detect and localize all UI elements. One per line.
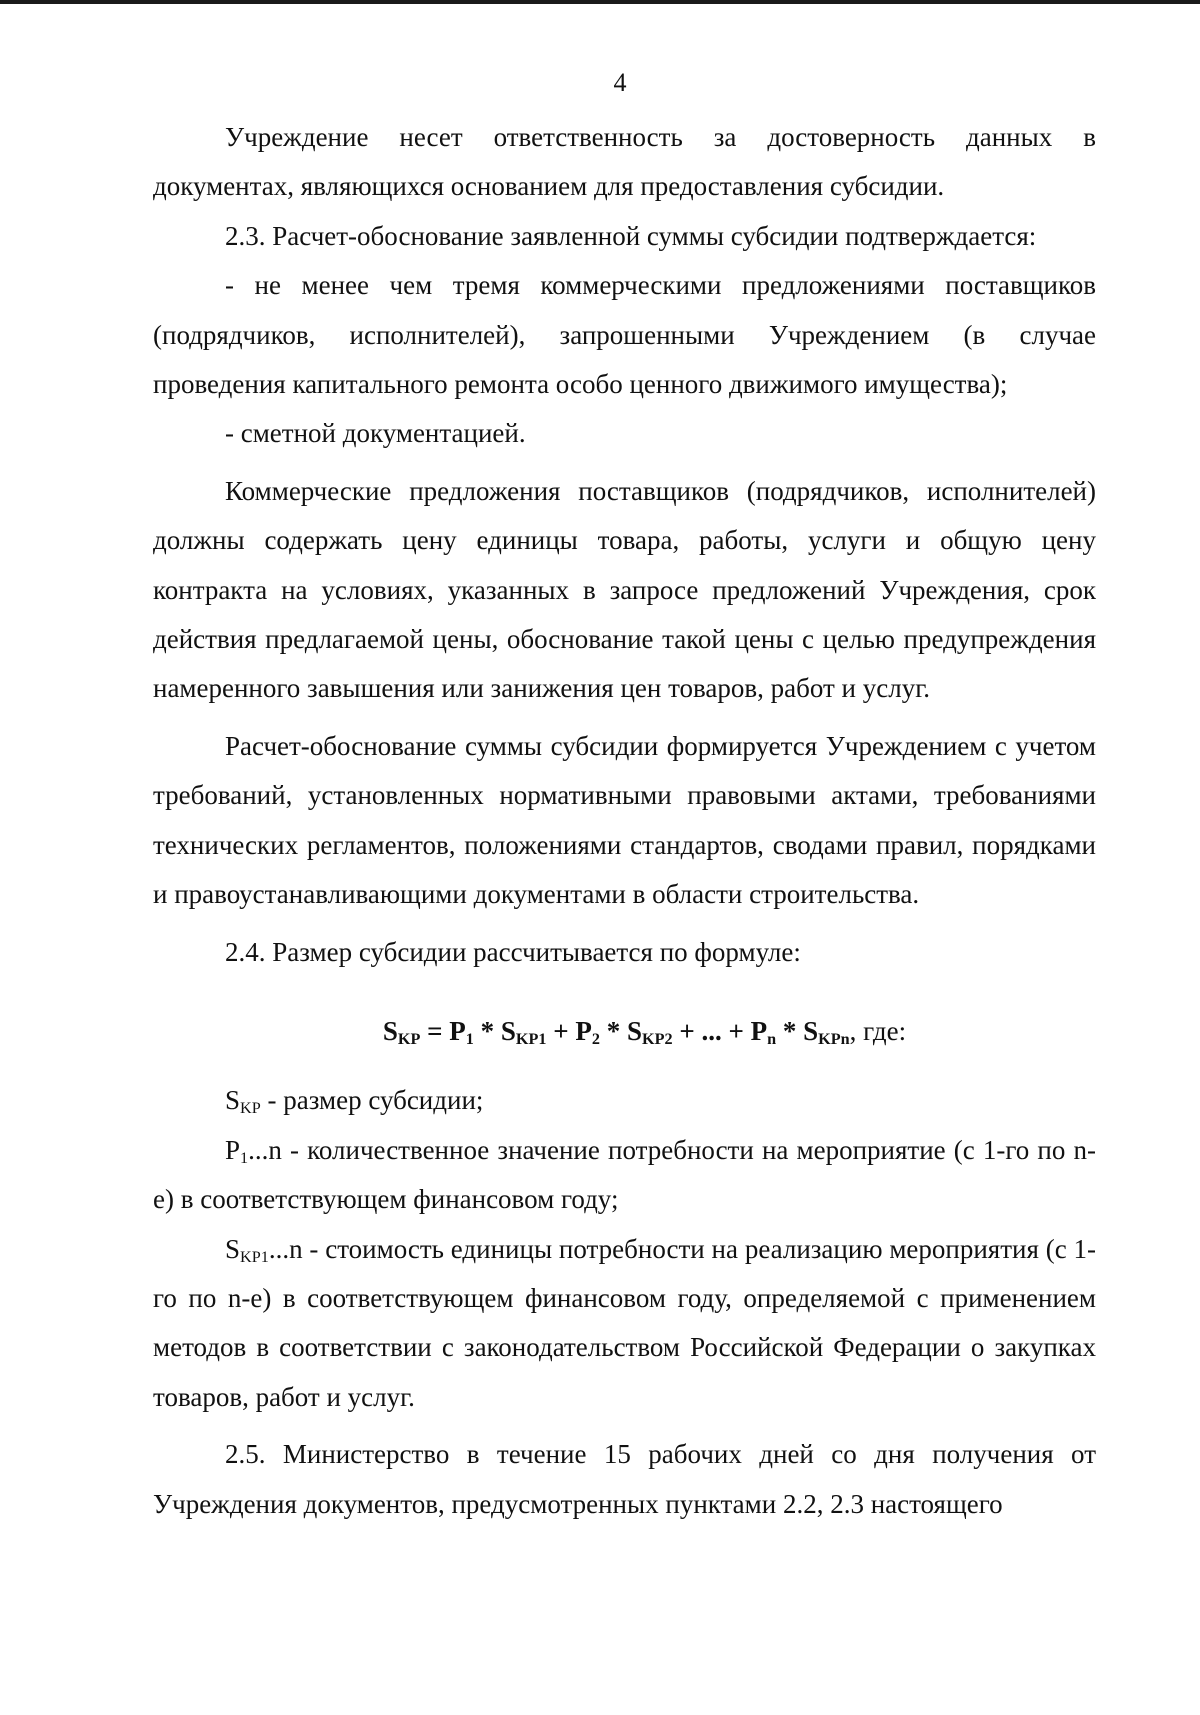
page-number: 4 [613, 68, 627, 97]
paragraph-calculation-basis: Расчет-обоснование суммы субсидии формируется Учреждением с учетом требований, установленных нормативными правовыми актами, требованиями технических регламентов, положениями стандартов, сводами правил, порядками и правоустанавливающими документами в области строительства. [153, 730, 1096, 910]
definition-p: $P_1...n$ - количественное значение потребности на мероприятие (с 1-го по n-е) в соответствующем финансовом году; [153, 1134, 1096, 1215]
definition-skpn: $S_{KP1}...n$ - стоимость единицы потребности на реализацию мероприятия (с 1-го по n-е) в соответствующем финансовом году, определяемой с применением методов в соответствии с законодательством Российской Федерации о закупках товаров, работ и услуг. [153, 1233, 1096, 1412]
document-body [153, 113, 1096, 1529]
paragraph-2-5: 2.5. Министерство в течение 15 рабочих дней со дня получения от Учреждения документов, предусмотренных пунктами 2.2, 2.3 настоящего [153, 1439, 1096, 1519]
paragraph-estimate-item: - сметной документацией. [225, 418, 526, 449]
subsidy-formula: $S_{KP} = P_1 * S_{KP1} + P_2 * S_{KP2}$ + ... + $P_n * S_{KPn}$, где: [382, 1015, 907, 1048]
paragraph-responsibility: Учреждение несет ответственность за достоверность данных в документах, являющихся основанием для предоставления субсидии. [153, 122, 1096, 202]
paragraph-2-4-heading: 2.4. Размер субсидии рассчитывается по формуле: [225, 936, 801, 967]
paragraph-commercial-offers-item: - не менее чем тремя коммерческими предложениями поставщиков (подрядчиков, исполнителей), запрошенными Учреждением (в случае проведения капитального ремонта особо ценного движимого имущества); [153, 270, 1096, 400]
top-rule [0, 0, 1200, 4]
paragraph-2-3-heading: 2.3. Расчет-обоснование заявленной суммы субсидии подтверждается: [225, 220, 1037, 251]
paragraph-commercial-offers: Коммерческие предложения поставщиков (подрядчиков, исполнителей) должны содержать цену единицы товара, работы, услуги и общую цену контракта на условиях, указанных в запросе предложений Учреждения, срок действия предлагаемой цены, обоснование такой цены с целью предупреждения намеренного завышения или занижения цен товаров, работ и услуг. [153, 475, 1096, 704]
definition-skp: $S_{KP}$ - размер субсидии; [225, 1085, 484, 1118]
